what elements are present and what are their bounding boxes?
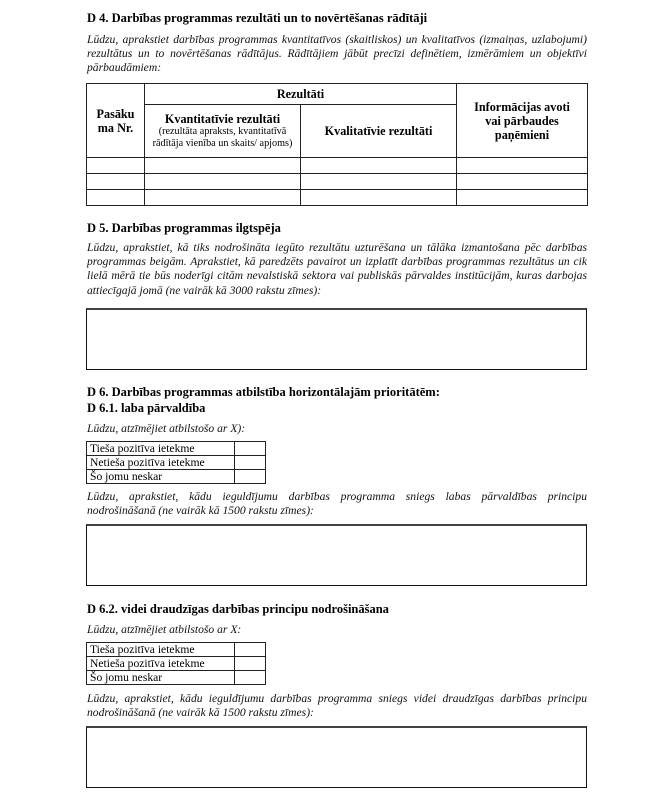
cell-measure[interactable]: [87, 158, 145, 174]
option-row: [87, 671, 266, 685]
option-mark-cell[interactable]: [235, 671, 266, 685]
cell-sources[interactable]: [457, 158, 588, 174]
col-header-qualitative: Kvalitatīvie rezultāti: [301, 105, 457, 158]
cell-sources[interactable]: [457, 190, 588, 206]
cell-qualitative[interactable]: [301, 190, 457, 206]
d5-heading: D 5. Darbības programmas ilgtspēja: [87, 221, 281, 235]
d61-heading: D 6.1. laba pārvaldība: [87, 401, 206, 415]
col-header-sources: Informācijas avoti vai pārbaudes paņēmieni: [457, 84, 588, 158]
option-label: Netieša pozitīva ietekme: [87, 456, 235, 470]
col-header-measure-number: [87, 84, 145, 158]
table-row: [87, 174, 588, 190]
cell-quantitative[interactable]: [145, 158, 301, 174]
cell-measure[interactable]: [87, 190, 145, 206]
d62-impact-options: [86, 642, 266, 685]
col-header-measure-line2: ma Nr.: [97, 120, 134, 135]
option-row: [87, 657, 266, 671]
d61-impact-options: [86, 441, 266, 484]
cell-quantitative[interactable]: [145, 174, 301, 190]
d6-heading: D 6. Darbības programmas atbilstība horizontālajām prioritātēm:: [87, 385, 440, 399]
d61-mark-instruction: Lūdzu, atzīmējiet atbilstošo ar X):: [87, 422, 246, 435]
results-table: [86, 83, 588, 206]
col-header-quantitative: [145, 105, 301, 158]
option-label: Netieša pozitīva ietekme: [87, 657, 235, 671]
option-mark-cell[interactable]: [235, 470, 266, 484]
cell-qualitative[interactable]: [301, 174, 457, 190]
d61-answer-box[interactable]: [86, 524, 587, 586]
option-label: Tieša pozitīva ietekme: [87, 442, 235, 456]
group-header-results: Rezultāti: [145, 84, 457, 105]
d4-heading: D 4. Darbības programmas rezultāti un to novērtēšanas rādītāji: [87, 11, 428, 25]
col-header-quantitative-title: Kvantitatīvie rezultāti: [164, 112, 281, 126]
d62-instruction: Lūdzu, aprakstiet, kādu ieguldījumu darbības programma sniegs videi draudzīgas darbības principu nodrošināšanā (ne vairāk kā 1500 rakstu zīmes):: [87, 692, 587, 720]
d5-answer-box[interactable]: [86, 308, 587, 370]
option-label: Šo jomu neskar: [87, 470, 235, 484]
col-header-quantitative-note: (rezultāta apraksts, kvantitatīvā rādītāja vienība un skaits/ apjoms): [152, 126, 293, 149]
option-label: Šo jomu neskar: [87, 671, 235, 685]
d5-instruction: Lūdzu, aprakstiet, kā tiks nodrošināta iegūto rezultātu uzturēšana un tālāka izmantošana pēc darbības programmas beigām. Aprakstiet, kā paredzēts pavairot un izplatīt darbības programmas rezultātus un cik lielā mērā tie būs noderīgi citām nevalstiskā sektora vai publiskās pārvaldes institūcijām, kuras darbojas attiecīgajā jomā (ne vairāk kā 3000 rakstu zīmes):: [87, 241, 587, 297]
cell-measure[interactable]: [87, 174, 145, 190]
d62-mark-instruction: Lūdzu, atzīmējiet atbilstošo ar X:: [87, 623, 242, 636]
cell-quantitative[interactable]: [145, 190, 301, 206]
option-row: [87, 456, 266, 470]
option-row: [87, 442, 266, 456]
table-row: [87, 190, 588, 206]
d4-instruction: Lūdzu, aprakstiet darbības programmas kvantitatīvos (skaitliskos) un kvalitatīvos (izmaiņas, uzlabojumi) rezultātus un to novērtēšanas rādītājus. Rādītājiem jābūt precīzi definētiem, izmērāmiem un objektīvi pārbaudāmiem:: [87, 33, 587, 75]
cell-qualitative[interactable]: [301, 158, 457, 174]
option-row: [87, 643, 266, 657]
option-label: Tieša pozitīva ietekme: [87, 643, 235, 657]
table-row: [87, 158, 588, 174]
option-mark-cell[interactable]: [235, 456, 266, 470]
option-row: [87, 470, 266, 484]
d62-answer-box[interactable]: [86, 726, 587, 788]
col-header-measure-line1: Pasāku: [96, 106, 135, 121]
option-mark-cell[interactable]: [235, 657, 266, 671]
d61-instruction: Lūdzu, aprakstiet, kādu ieguldījumu darbības programma sniegs labas pārvaldības principu nodrošināšanā (ne vairāk kā 1500 rakstu zīmes):: [87, 490, 587, 518]
cell-sources[interactable]: [457, 174, 588, 190]
option-mark-cell[interactable]: [235, 643, 266, 657]
d62-heading: D 6.2. videi draudzīgas darbības principu nodrošināšana: [87, 602, 389, 616]
option-mark-cell[interactable]: [235, 442, 266, 456]
